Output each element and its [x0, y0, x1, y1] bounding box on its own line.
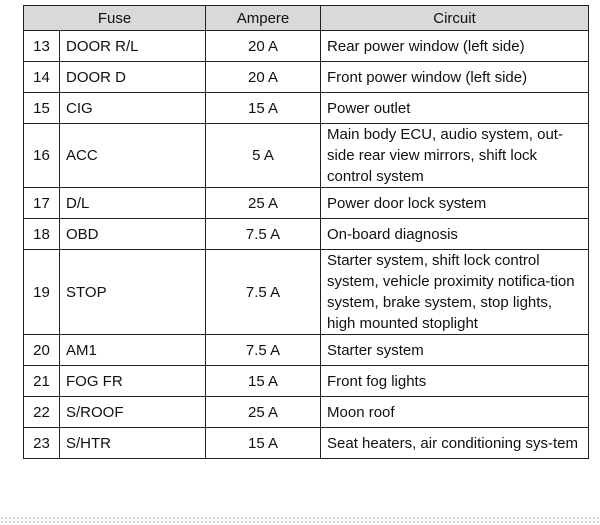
table-row — [24, 250, 589, 335]
fuse-ampere: 7.5 A — [206, 250, 321, 335]
fuse-number: 15 — [24, 93, 60, 124]
fuse-name: OBD — [60, 219, 206, 250]
fuse-ampere: 20 A — [206, 62, 321, 93]
fuse-circuit: Front fog lights — [321, 366, 589, 397]
fuse-ampere: 25 A — [206, 188, 321, 219]
fuse-circuit: Main body ECU, audio system, out-side rear view mirrors, shift lock control system — [321, 124, 589, 188]
fuse-ampere: 15 A — [206, 93, 321, 124]
fuse-number: 14 — [24, 62, 60, 93]
fuse-ampere: 15 A — [206, 428, 321, 459]
fuse-name: CIG — [60, 93, 206, 124]
fuse-number: 18 — [24, 219, 60, 250]
table-row — [24, 31, 589, 62]
fuse-name: S/ROOF — [60, 397, 206, 428]
fuse-name: ACC — [60, 124, 206, 188]
fuse-circuit: Moon roof — [321, 397, 589, 428]
fuse-name: DOOR D — [60, 62, 206, 93]
fuse-number: 23 — [24, 428, 60, 459]
fuse-circuit: Power outlet — [321, 93, 589, 124]
table-row — [24, 188, 589, 219]
fuse-ampere: 20 A — [206, 31, 321, 62]
header-ampere: Ampere — [206, 6, 321, 31]
fuse-ampere: 7.5 A — [206, 335, 321, 366]
fuse-ampere: 25 A — [206, 397, 321, 428]
header-circuit: Circuit — [321, 6, 589, 31]
fuse-name: DOOR R/L — [60, 31, 206, 62]
table-row — [24, 335, 589, 366]
table-row — [24, 124, 589, 188]
fuse-name: D/L — [60, 188, 206, 219]
fuse-table — [23, 5, 589, 459]
fuse-ampere: 7.5 A — [206, 219, 321, 250]
table-row — [24, 93, 589, 124]
fuse-number: 22 — [24, 397, 60, 428]
fuse-name: FOG FR — [60, 366, 206, 397]
fuse-ampere: 15 A — [206, 366, 321, 397]
fuse-circuit: Front power window (left side) — [321, 62, 589, 93]
fuse-number: 13 — [24, 31, 60, 62]
fuse-number: 19 — [24, 250, 60, 335]
fuse-name: S/HTR — [60, 428, 206, 459]
fuse-circuit: Rear power window (left side) — [321, 31, 589, 62]
fuse-number: 21 — [24, 366, 60, 397]
fuse-circuit: On-board diagnosis — [321, 219, 589, 250]
header-row — [24, 6, 589, 31]
fuse-name: AM1 — [60, 335, 206, 366]
fuse-circuit: Seat heaters, air conditioning sys-tem — [321, 428, 589, 459]
fuse-number: 17 — [24, 188, 60, 219]
table-row — [24, 366, 589, 397]
table-row — [24, 219, 589, 250]
fuse-ampere: 5 A — [206, 124, 321, 188]
table-row — [24, 428, 589, 459]
fuse-number: 16 — [24, 124, 60, 188]
fuse-circuit: Starter system — [321, 335, 589, 366]
table-row — [24, 397, 589, 428]
fuse-circuit: Starter system, shift lock control system, vehicle proximity notifica-tion system, brake system, stop lights, high mounted stoplight — [321, 250, 589, 335]
dotted-border — [0, 516, 600, 525]
fuse-number: 20 — [24, 335, 60, 366]
fuse-circuit: Power door lock system — [321, 188, 589, 219]
fuse-name: STOP — [60, 250, 206, 335]
table-row — [24, 62, 589, 93]
header-fuse: Fuse — [24, 6, 206, 31]
